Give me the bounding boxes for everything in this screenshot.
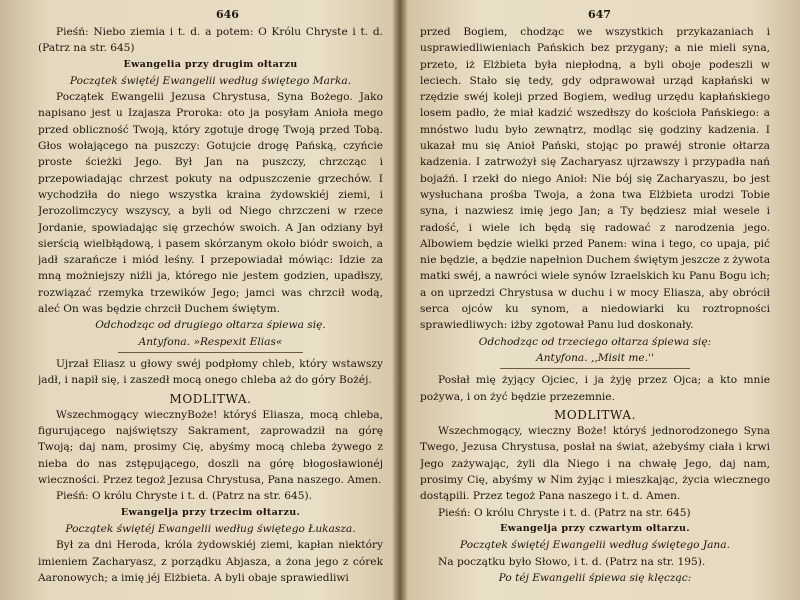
gospel-text: Początek Ewangelii Jezusa Chrystusa, Syna Bożego. Jako napisano jest u Izajasza Proroka: oto ja posyłam Anioła mego przed obliczność Twoją, który zgotuje drogę Twoją przed Tobą. Głos wołającego na puszczy: Gotujcie drogę Pańską, czyńcie proste ścieżki Jego. Był Jan na puszczy, chrzcząc i przepowiadając chrzest pokuty na odpuszczenie grzechów. I wychodziła do niego wszystka kraina żydowskiéj ziemi, i Jerozolimczycy wszyscy, a byli od Niego chrzczeni w rzece Jordanie, spowiadając się grzechów swoich. A Jan odziany był sierścią wielbłądową, i pasem skórzanym około biódr swoich, a jadł szarańcze i miód leśny. I przepowiadał mówiąc: Idzie za mną możniejszy niźli ja, którego nie jestem godzien, upadłszy, rozwiązać rzemyka trzewików Jego; jamci was chrzcił wodą, aleć On was będzie chrzcił Duchem świętym. — [38, 91, 383, 316]
antiphon-text: Ujrzał Eliasz u głowy swéj podpłomy chleb, który wstawszy jadł, i napił się, i zaszedł mocą onego chleba aż do góry Bożéj. — [38, 357, 383, 387]
gospel-incipit: Początek świętéj Ewangelii według świętego Łukasza. — [65, 522, 356, 535]
prayer-text: Wszechmogący, wieczny Boże! któryś jednorodzonego Syna Twego, Jezusa Chrystusa, posłał na świat, ażebyśmy ciała i krwi Jego zażywając, żyli dla Niego i na chwałę Jego, daj nam, prosimy Cię, abyśmy w Nim żyjąc i mieszkając, życia wiecznego dostąpili. Przez tegoż Pana naszego i t. d. Amen. — [420, 425, 770, 503]
section-heading: Ewangelia przy drugim ołtarzu — [123, 58, 298, 70]
divider — [118, 352, 303, 353]
hymn-line: Pieśń: O królu Chryste i t. d. (Patrz na str. 645). — [56, 490, 312, 503]
gospel-incipit: Początek świętéj Ewangelii według świętego Jana. — [460, 539, 730, 552]
hymn-line: Pieśń: Niebo ziemia i t. d. a potem: O Królu Chryste i t. d. (Patrz na str. 645) — [38, 26, 383, 55]
page-number: 647 — [588, 8, 611, 21]
page-body — [420, 24, 770, 586]
antiphon-title: Antyfona. ,,Misit me.'' — [536, 351, 654, 364]
rubric: Odchodząc od drugiego ołtarza śpiewa się. — [95, 319, 326, 332]
prayer-title: MODLITWA. — [169, 391, 252, 406]
rubric: Odchodząc od trzeciego ołtarza śpiewa się: — [478, 335, 712, 348]
right-page — [420, 8, 770, 594]
rubric: Po téj Ewangelii śpiewa się klęcząc: — [498, 571, 692, 584]
antiphon-text: Posłał mię żyjący Ojciec, i ja żyję przez Ojca; a kto mnie pożywa, i on żyć będzie przezemnie. — [420, 374, 770, 403]
hymn-line: Pieśń: O królu Chryste i t. d. (Patrz na str. 645) — [438, 506, 691, 519]
prayer-title: MODLITWA. — [553, 407, 637, 422]
gospel-incipit: Początek świętéj Ewangelii według świętego Marka. — [69, 74, 352, 87]
left-page — [38, 8, 383, 594]
section-heading: Ewangelja przy trzecim ołtarzu. — [120, 506, 301, 518]
gospel-text: przed Bogiem, chodząc we wszystkich przykazaniach i usprawiedliwieniach Pańskich bez przygany; a nie mieli syna, przeto, iż Elżbieta była niepłodną, a byli oboje podeszli w leciech. Stało się tedy, gdy odprawował urząd kapłański w rzędzie swéj koleji przed Bogiem, według urzędu kapłańskiego losem padło, że miał kadzić wszedłszy do kościoła Pańskiego: a mnóstwo ludu było zewnątrz, modląc się godziny kadzenia. I ukazał mu się Anioł Pański, stojąc po prawéj stronie ołtarza kadzenia. I zatrwożył się Zacharyasz ujrzawszy i przypadła nań bojaźń. I rzekł do niego Anioł: Nie bój się Zacharyaszu, bo jest wysłuchana prośba Twoja, a żona twa Elżbieta urodzi Tobie syna, i nazwiesz imię jego Jan; a Ty będziesz miał wesele i radość, i wiele ich będą się radować z narodzenia jego. Albowiem będzie wielki przed Panem: wina i tego, co upaja, pić nie będzie, a będzie napełnion Duchem świętym jeszcze z żywota matki swéj, a nawróci wiele synów Izraelskich ku Panu Bogu ich; a on uprzedzi Chrystusa w duchu i w mocy Eliasza, aby obrócił serca ojców ku synom, a niedowiarki ku roztropności sprawiedliwych: iżby zgotował Panu lud doskonały. — [420, 26, 770, 332]
page-number: 646 — [216, 8, 239, 21]
prayer-text: Wszechmogący wiecznyBoże! któryś Eliasza, mocą chleba, figurującego najświętszy Sakrament, zaprowadził na górę Twoją; daj nam, prosimy Cię, abyśmy mocą chleba żywego z nieba do nas zstępującego, doszli na górę błogosławionéj wieczności. Przez tegoż Jezusa Chrystusa, Pana naszego. Amen. — [38, 408, 383, 487]
antiphon-title: Antyfona. »Respexit Elias« — [138, 335, 283, 348]
page-body — [38, 24, 383, 586]
section-heading: Ewangelja przy czwartym ołtarzu. — [500, 522, 690, 534]
gospel-text: Na początku było Słowo, i t. d. (Patrz na str. 195). — [438, 555, 706, 568]
divider — [500, 368, 690, 369]
gutter-shadow — [392, 0, 408, 600]
gospel-text: Był za dni Heroda, króla żydowskiéj ziemi, kapłan niektóry imieniem Zacharyasz, z porządku Abjasza, a żona jego z córek Aaronowych; a imię jéj Elżbieta. A byli obaje sprawiedliwi — [38, 539, 383, 584]
